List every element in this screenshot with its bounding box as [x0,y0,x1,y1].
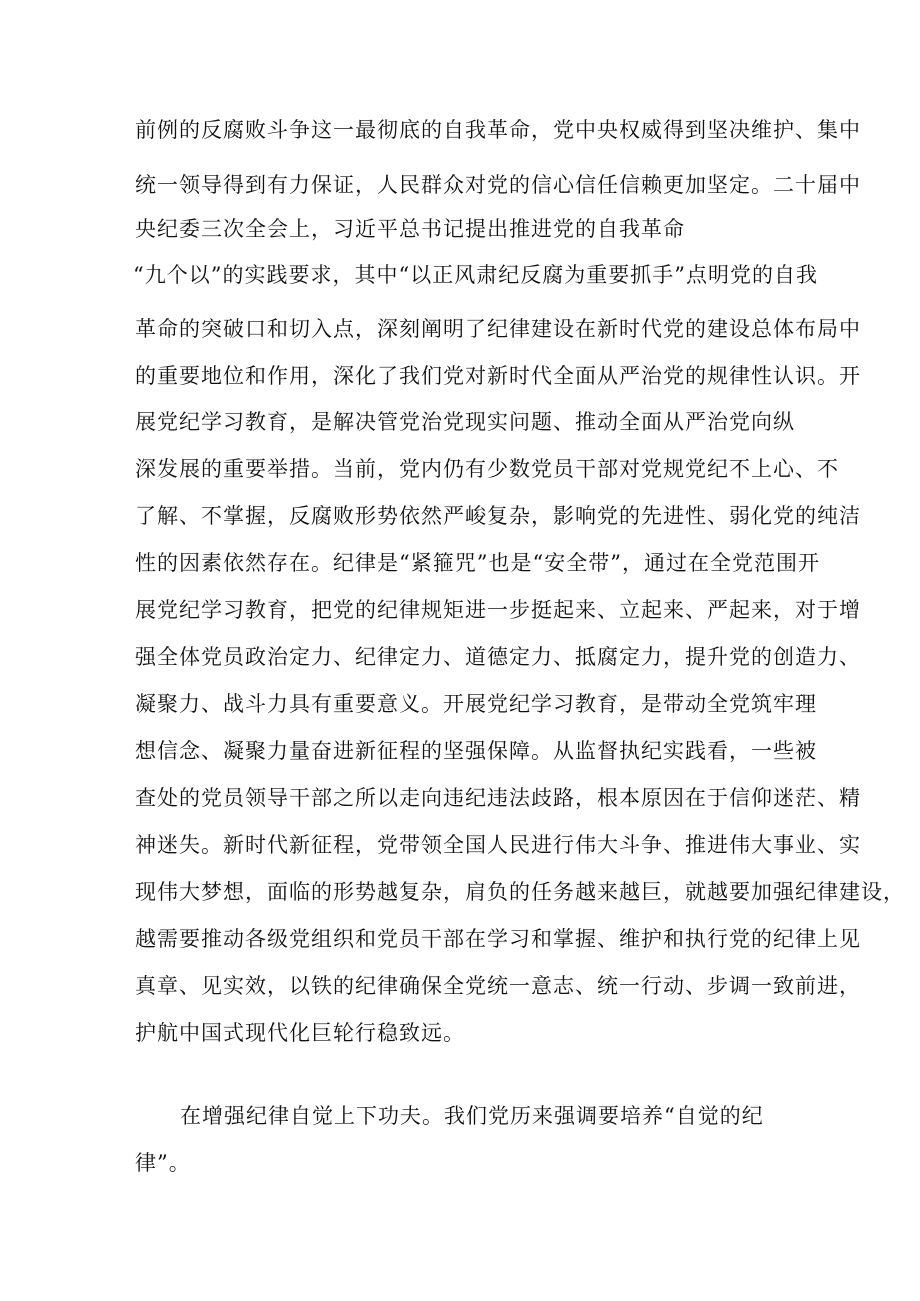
paragraph-1-line-9: 了解、不掌握，反腐败形势依然严峻复杂，影响党的先进性、弱化党的纯洁 [135,504,861,528]
paragraph-1-line-12: 强全体党员政治定力、纪律定力、道德定力、抵腐定力，提升党的创造力、 [135,645,861,669]
paragraph-1-line-20: 护航中国式现代化巨轮行稳致远。 [135,1021,465,1045]
paragraph-1-line-14: 想信念、凝聚力量奋进新征程的坚强保障。从监督执纪实践看，一些被 [135,739,817,763]
paragraph-2-line-2: 律”。 [135,1151,191,1175]
paragraph-1-line-7: 展党纪学习教育，是解决管党治党现实问题、推动全面从严治党向纵 [135,410,795,434]
paragraph-1-line-6: 的重要地位和作用，深化了我们党对新时代全面从严治党的规律性认识。开 [135,364,861,388]
paragraph-1-line-8: 深发展的重要举措。当前，党内仍有少数党员干部对党规党纪不上心、不 [135,457,839,481]
paragraph-1-line-17: 现伟大梦想，面临的形势越复杂，肩负的任务越来越巨，就越要加强纪律建设， [135,880,905,904]
paragraph-1-line-19: 真章、见实效，以铁的纪律确保全党统一意志、统一行动、步调一致前进， [135,974,861,998]
paragraph-1-line-5: 革命的突破口和切入点，深刻阐明了纪律建设在新时代党的建设总体布局中 [135,317,861,341]
paragraph-1-line-13: 凝聚力、战斗力具有重要意义。开展党纪学习教育，是带动全党筑牢理 [135,692,817,716]
paragraph-1-line-18: 越需要推动各级党组织和党员干部在学习和掌握、维护和执行党的纪律上见 [135,927,861,951]
paragraph-1-line-2: 统一领导得到有力保证，人民群众对党的信心信任信赖更加坚定。二十届中 [135,173,861,197]
paragraph-2-line-1: 在增强纪律自觉上下功夫。我们党历来强调要培养“自觉的纪 [180,1104,764,1128]
paragraph-1-line-4: “九个以”的实践要求，其中“以正风肃纪反腐为重要抓手”点明党的自我 [133,263,818,287]
paragraph-1-line-10: 性的因素依然存在。纪律是“紧箍咒”也是“安全带”，通过在全党范围开 [135,551,820,575]
paragraph-1-line-3: 央纪委三次全会上，习近平总书记提出推进党的自我革命 [135,217,685,241]
paragraph-1-line-11: 展党纪学习教育，把党的纪律规矩进一步挺起来、立起来、严起来，对于增 [135,598,861,622]
paragraph-1-line-15: 查处的党员领导干部之所以走向违纪违法歧路，根本原因在于信仰迷茫、精 [135,786,861,810]
paragraph-1-line-1: 前例的反腐败斗争这一最彻底的自我革命，党中央权威得到坚决维护、集中 [135,118,861,142]
paragraph-1-line-16: 神迷失。新时代新征程，党带领全国人民进行伟大斗争、推进伟大事业、实 [135,833,861,857]
